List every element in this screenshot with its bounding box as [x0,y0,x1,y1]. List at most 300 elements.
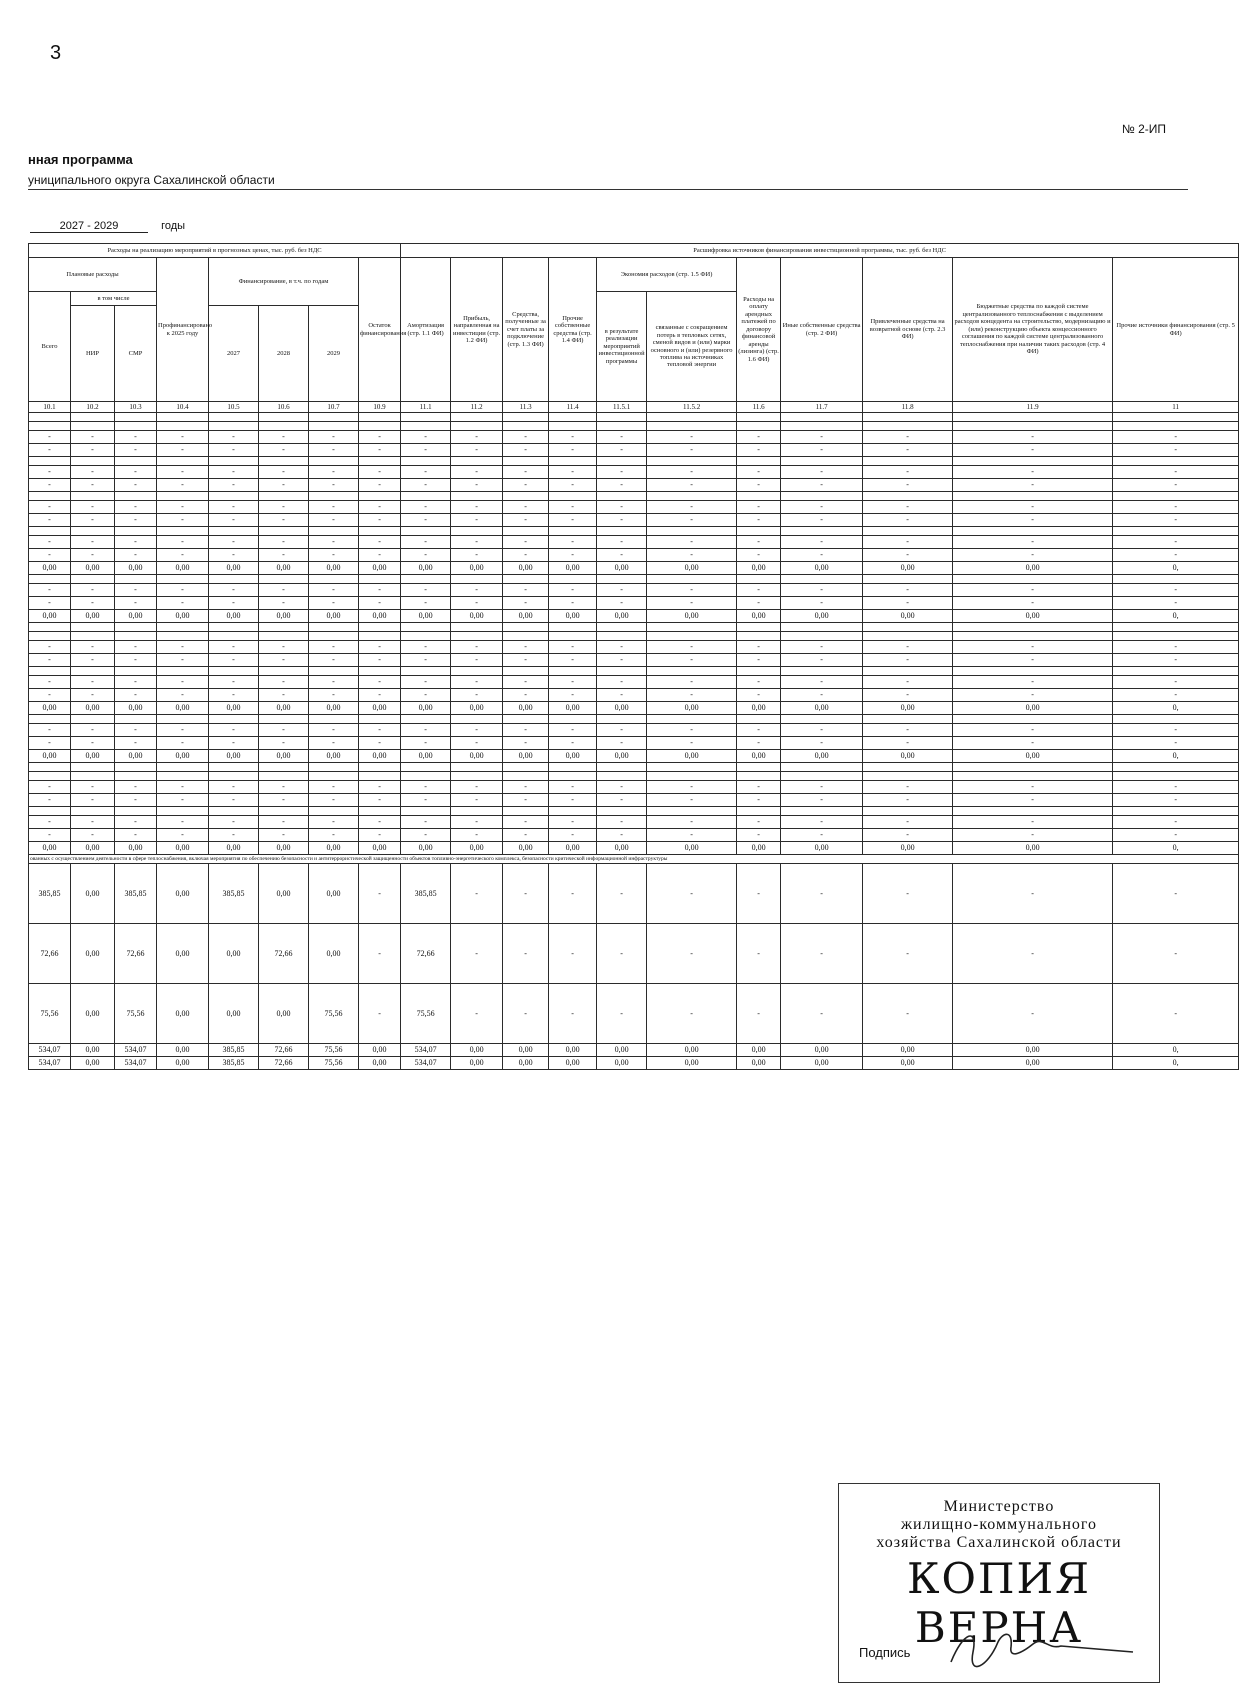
table-cell [115,807,157,816]
table-cell: - [115,737,157,750]
table-cell [115,422,157,431]
table-cell [647,763,737,772]
table-cell [451,623,503,632]
table-cell: 385,85 [209,864,259,924]
table-cell [71,492,115,501]
table-cell: 0,00 [309,924,359,984]
table-row [29,750,1239,763]
table-cell: - [597,924,647,984]
table-cell: 0,00 [863,562,953,575]
table-cell: - [647,641,737,654]
table-row [29,610,1239,623]
table-cell: - [781,431,863,444]
table-cell: - [451,549,503,562]
header-total: Всего [29,292,71,402]
table-cell: 0,00 [451,1044,503,1057]
table-cell: - [781,444,863,457]
column-code: 11.6 [737,402,781,413]
table-cell: - [1113,501,1239,514]
table-cell: - [597,984,647,1044]
table-cell [29,527,71,536]
table-cell: - [157,641,209,654]
table-cell: 0,00 [209,924,259,984]
table-cell [737,527,781,536]
table-cell: 0,00 [503,702,549,715]
column-code: 10.7 [309,402,359,413]
table-cell [953,457,1113,466]
table-cell: - [1113,816,1239,829]
table-cell: - [781,479,863,492]
header-other-own: Прочие собственные средства (стр. 1.4 ФИ) [549,258,597,402]
table-cell [597,413,647,422]
table-cell [597,772,647,781]
table-cell [451,715,503,724]
column-code: 11.8 [863,402,953,413]
table-cell: - [549,444,597,457]
table-cell: 0,00 [359,562,401,575]
table-cell [259,807,309,816]
table-cell: - [259,466,309,479]
table-cell [259,667,309,676]
table-cell: - [863,984,953,1044]
table-cell [115,492,157,501]
table-cell: - [647,676,737,689]
table-cell: - [1113,737,1239,750]
table-row [29,702,1239,715]
table-cell: - [781,501,863,514]
table-cell: - [737,829,781,842]
table-cell [71,457,115,466]
table-cell: - [781,597,863,610]
table-cell: - [401,431,451,444]
table-cell: - [503,676,549,689]
table-cell: 0,00 [781,562,863,575]
table-cell: 72,66 [401,924,451,984]
table-cell: - [401,794,451,807]
table-cell: - [647,794,737,807]
table-cell [157,413,209,422]
table-cell: 0,00 [309,750,359,763]
table-cell: - [359,864,401,924]
table-cell: - [157,501,209,514]
table-cell [359,772,401,781]
stamp-sign-label: Подпись [859,1645,911,1660]
table-cell [29,422,71,431]
table-cell: - [597,479,647,492]
table-cell: - [115,536,157,549]
table-cell [953,492,1113,501]
table-cell [503,667,549,676]
table-cell [359,763,401,772]
table-cell: 0,00 [451,562,503,575]
table-cell: 0,00 [71,984,115,1044]
table-cell: 0,00 [29,750,71,763]
table-cell: - [647,549,737,562]
table-cell: 0,00 [29,562,71,575]
table-cell: - [115,501,157,514]
table-cell: - [209,641,259,654]
table-cell: - [451,444,503,457]
table-cell: 0, [1113,562,1239,575]
table-cell [451,667,503,676]
table-cell [953,772,1113,781]
table-cell [953,623,1113,632]
table-cell: - [549,689,597,702]
table-cell [953,527,1113,536]
table-cell [597,527,647,536]
column-code: 11.7 [781,402,863,413]
table-cell: - [359,676,401,689]
table-cell [359,667,401,676]
table-cell: - [71,444,115,457]
table-cell [451,492,503,501]
table-cell: - [209,444,259,457]
table-row [29,715,1239,724]
table-cell: - [401,501,451,514]
table-cell: - [359,597,401,610]
table-cell [259,623,309,632]
table-cell: - [401,514,451,527]
table-cell [953,575,1113,584]
table-cell [309,422,359,431]
table-cell [503,413,549,422]
table-cell: 0, [1113,1057,1239,1070]
table-cell: 534,07 [29,1044,71,1057]
table-cell: - [309,479,359,492]
table-cell: - [259,584,309,597]
table-cell: 0,00 [209,984,259,1044]
table-cell [359,575,401,584]
table-cell: 75,56 [309,984,359,1044]
table-cell [209,715,259,724]
table-cell [647,413,737,422]
table-cell: 0, [1113,1044,1239,1057]
table-cell [359,715,401,724]
table-cell [503,772,549,781]
table-cell: 0,00 [451,842,503,855]
table-cell: - [115,466,157,479]
table-cell: - [359,501,401,514]
table-row [29,492,1239,501]
years-label: годы [161,220,186,232]
table-cell: - [157,479,209,492]
table-cell: - [953,781,1113,794]
table-cell: - [597,689,647,702]
table-cell: - [71,829,115,842]
table-cell: 0,00 [781,1044,863,1057]
table-cell: - [953,984,1113,1044]
table-cell [259,422,309,431]
table-cell: - [71,654,115,667]
table-cell [71,527,115,536]
table-cell: - [737,737,781,750]
table-cell: - [401,737,451,750]
table-cell: - [359,689,401,702]
table-cell [953,422,1113,431]
table-cell: - [451,984,503,1044]
table-cell: 385,85 [115,864,157,924]
table-cell [451,575,503,584]
table-cell: - [781,689,863,702]
table-cell: - [401,549,451,562]
table-cell: - [863,737,953,750]
table-cell: 0,00 [157,1044,209,1057]
table-cell: - [549,466,597,479]
table-cell: 0,00 [115,610,157,623]
table-cell [737,575,781,584]
table-cell: 0,00 [157,562,209,575]
table-cell: - [863,676,953,689]
table-cell: 0,00 [647,702,737,715]
table-cell: - [309,816,359,829]
table-cell [209,457,259,466]
table-cell: - [953,654,1113,667]
table-cell: 0,00 [647,842,737,855]
table-cell: - [209,737,259,750]
table-cell [401,623,451,632]
table-cell: - [71,724,115,737]
table-cell [29,457,71,466]
table-cell: - [157,724,209,737]
table-cell [309,715,359,724]
table-cell [157,492,209,501]
table-cell: - [1113,924,1239,984]
table-row [29,623,1239,632]
header-budget: Бюджетные средства по каждой системе централизованного теплоснабжения с выделением расходов концедента на строительство, модернизацию и (или) реконструкцию объекта концессионного соглашения по каждой системе централизованного теплоснабжения при наличии таких расходов (стр. 4 ФИ) [953,258,1113,402]
table-cell: - [209,584,259,597]
table-cell: - [503,924,549,984]
table-cell [29,632,71,641]
table-cell [863,772,953,781]
table-cell: 0,00 [157,864,209,924]
table-cell [549,575,597,584]
table-row [29,794,1239,807]
table-cell [863,575,953,584]
table-cell: - [157,829,209,842]
table-cell [549,632,597,641]
table-cell: - [1113,781,1239,794]
table-cell: - [157,431,209,444]
header-connection-fees: Средства, полученные за счет платы за подключение (стр. 1.3 ФИ) [503,258,549,402]
table-cell [259,413,309,422]
table-cell [597,575,647,584]
table-cell: - [157,536,209,549]
table-row [29,654,1239,667]
table-cell: - [359,924,401,984]
table-cell: - [401,584,451,597]
table-cell [549,772,597,781]
table-cell [71,715,115,724]
table-cell [157,667,209,676]
table-cell [549,492,597,501]
table-cell [209,772,259,781]
table-row [29,816,1239,829]
table-cell: - [597,444,647,457]
table-cell: - [29,479,71,492]
table-cell: - [1113,549,1239,562]
table-cell: 72,66 [259,924,309,984]
table-cell [781,632,863,641]
table-cell: 0,00 [953,562,1113,575]
header-profit: Прибыль, направленная на инвестиции (стр. 1.2 ФИ) [451,258,503,402]
table-cell: - [503,597,549,610]
table-cell: - [953,641,1113,654]
table-row [29,924,1239,984]
table-cell: 0, [1113,750,1239,763]
table-cell: - [737,984,781,1044]
table-cell: - [29,514,71,527]
table-cell: 534,07 [401,1057,451,1070]
table-cell: - [209,724,259,737]
table-cell [597,667,647,676]
table-cell: - [503,984,549,1044]
table-cell: 0,00 [647,1044,737,1057]
signature-image [943,1622,1143,1672]
table-cell: - [737,641,781,654]
column-code: 10.4 [157,402,209,413]
table-cell: - [359,549,401,562]
table-cell: 0,00 [259,984,309,1044]
table-cell: 0,00 [451,1057,503,1070]
table-cell [309,575,359,584]
table-row [29,855,1239,864]
table-cell [737,422,781,431]
table-cell [863,422,953,431]
table-cell: - [309,794,359,807]
column-code: 11 [1113,402,1239,413]
table-cell: - [737,466,781,479]
table-cell: - [309,444,359,457]
table-cell [549,413,597,422]
table-cell: - [503,781,549,794]
table-cell [737,763,781,772]
table-cell: 0,00 [953,1044,1113,1057]
table-cell [503,457,549,466]
table-cell: - [401,816,451,829]
table-cell [863,623,953,632]
table-cell: 0,00 [647,1057,737,1070]
table-cell [503,763,549,772]
table-row [29,584,1239,597]
table-cell [863,457,953,466]
table-cell: - [647,654,737,667]
table-cell: - [259,444,309,457]
table-cell: 0,00 [115,750,157,763]
table-cell: 0,00 [647,562,737,575]
table-cell: 0,00 [737,610,781,623]
table-cell: - [157,654,209,667]
table-cell [503,807,549,816]
table-cell: - [451,816,503,829]
table-row [29,763,1239,772]
table-cell: 0,00 [71,842,115,855]
table-cell [1113,667,1239,676]
table-cell [29,623,71,632]
table-cell: - [503,514,549,527]
table-cell: - [209,829,259,842]
table-cell: - [953,501,1113,514]
table-cell [115,772,157,781]
table-cell: - [309,724,359,737]
table-cell: - [451,501,503,514]
table-cell [359,527,401,536]
table-cell [115,527,157,536]
table-cell: - [953,549,1113,562]
table-cell: - [115,514,157,527]
header-economy: Экономия расходов (стр. 1.5 ФИ) [597,258,737,292]
table-cell [71,575,115,584]
table-cell: - [401,654,451,667]
table-cell: - [401,479,451,492]
header-nir: НИР [71,306,115,402]
table-cell: 0,00 [71,750,115,763]
table-cell [647,632,737,641]
table-cell: - [647,466,737,479]
table-cell: - [359,724,401,737]
table-cell: - [549,829,597,842]
table-cell: - [549,816,597,829]
table-cell: - [359,479,401,492]
table-cell: - [549,597,597,610]
table-cell: - [597,597,647,610]
table-cell [597,623,647,632]
table-cell: - [781,737,863,750]
table-cell: 0,00 [863,750,953,763]
table-cell: - [597,466,647,479]
table-cell: - [157,514,209,527]
table-cell: - [259,829,309,842]
table-cell: - [863,514,953,527]
table-cell: 0,00 [359,1044,401,1057]
table-cell: - [29,466,71,479]
table-cell: - [597,641,647,654]
table-cell: - [737,864,781,924]
table-cell [863,492,953,501]
table-cell [781,667,863,676]
table-cell: - [737,794,781,807]
table-cell: - [597,584,647,597]
table-cell: - [737,654,781,667]
table-cell: 0,00 [549,1044,597,1057]
table-cell [259,527,309,536]
table-cell [401,715,451,724]
table-cell: - [503,466,549,479]
form-number: № 2-ИП [1121,122,1166,136]
table-cell [259,715,309,724]
table-cell: - [71,597,115,610]
table-cell: - [157,597,209,610]
table-cell: - [737,781,781,794]
table-cell: 0,00 [863,842,953,855]
table-cell: - [503,584,549,597]
table-cell: - [781,466,863,479]
table-cell [737,492,781,501]
table-cell: - [29,431,71,444]
header-rent: Расходы на оплату арендных платежей по договору финансовой аренды (лизинга) (стр. 1.6 ФИ) [737,258,781,402]
table-cell [259,492,309,501]
table-cell: - [115,781,157,794]
table-cell: - [647,479,737,492]
table-cell: - [29,654,71,667]
table-cell: - [359,466,401,479]
table-cell [781,807,863,816]
table-cell [953,807,1113,816]
table-cell: - [157,781,209,794]
table-cell: 0,00 [451,610,503,623]
table-cell: - [451,829,503,842]
header-economy-b: связанные с сокращением потерь в тепловых сетях, сменой видов и (или) марки основного и (или) резервного топлива на источниках тепловой энергии [647,292,737,402]
table-cell: 0,00 [597,610,647,623]
